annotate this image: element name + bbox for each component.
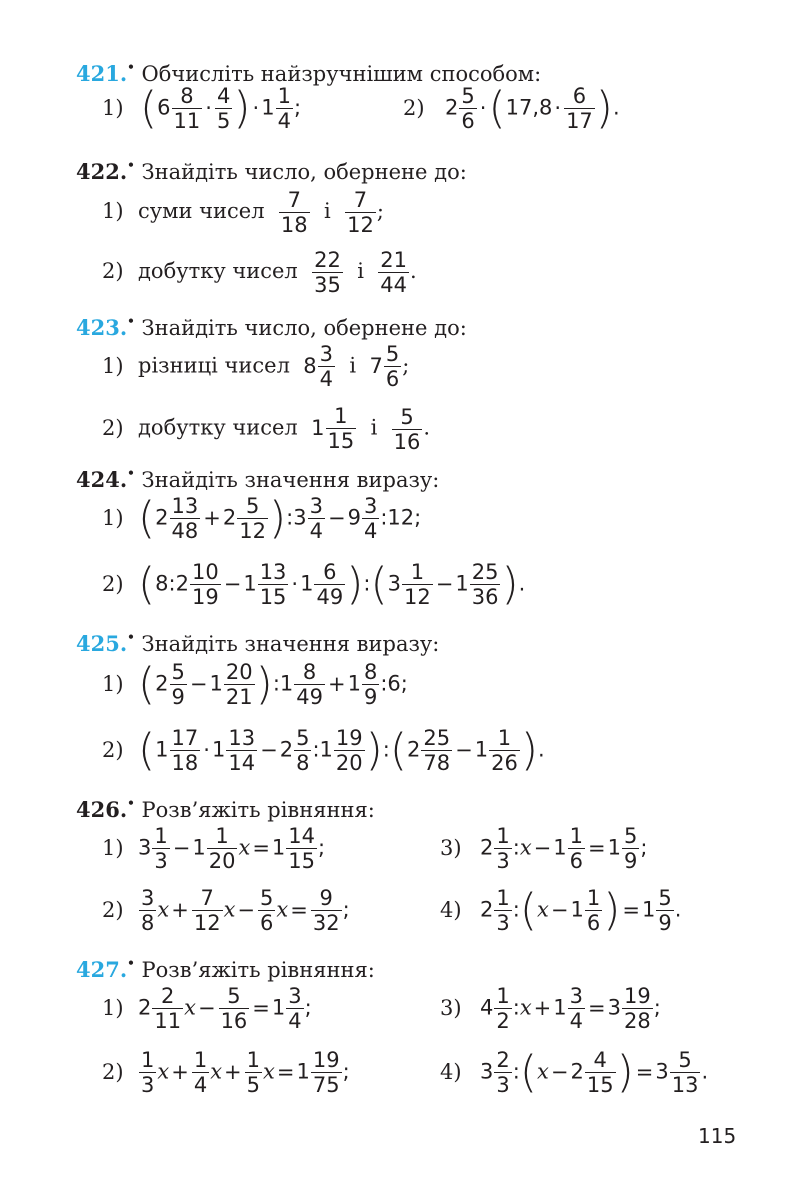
exercise-422-1: 1) суми чисел $\frac{7}{18}$ і $\frac{7}{12}$ ; [102,188,384,238]
difficulty-dot: • [127,314,135,328]
problem-text: Обчисліть найзручнішим способом: [141,62,542,86]
problem-number: 423. [76,315,128,340]
exercise-426-2: 2) $\frac{3}{8}$ x+ $\frac{7}{12}$ x− $\frac{5}{6}$ x= $\frac{9}{32}$ ; [102,886,350,936]
problem-423-header [76,314,467,340]
exercise-427-2: 2) $\frac{1}{3}$ x+ $\frac{1}{4}$ x+ $\frac{1}{5}$ x=1 $\frac{19}{75}$ ; [102,1048,350,1098]
exercise-423-1: 1) різниці чисел 8 $\frac{3}{4}$ і 7 $\frac{5}{6}$ ; [102,342,410,392]
exercise-427-3: 3) 4 $\frac{1}{2}$ :x+1 $\frac{3}{4}$ =3 $\frac{19}{28}$ ; [440,984,661,1034]
exercise-427-1: 1) 2 $\frac{2}{11}$ x− $\frac{5}{16}$ =1 $\frac{3}{4}$ ; [102,984,312,1034]
problem-424-header [76,466,439,492]
problem-number: 421. [76,61,128,86]
problem-427-header [76,956,375,982]
difficulty-dot: • [127,158,135,172]
page-number: 115 [698,1124,737,1148]
problem-text: Розв’яжіть рівняння: [141,958,375,982]
problem-text: Знайдіть число, обернене до: [141,160,467,184]
problem-number: 427. [76,957,128,982]
problem-number: 426. [76,797,128,822]
exercise-425-1: 1) (2 $\frac{5}{9}$ −1 $\frac{20}{21}$ ):1 $\frac{8}{49}$ +1 $\frac{8}{9}$ :6; [102,658,408,710]
exercise-425-2: 2) (1 $\frac{17}{18}$ ·1 $\frac{13}{14}$ −2 $\frac{5}{8}$ :1 $\frac{19}{20}$ ):(2 $\frac{25}{78}$ −1 $\frac{1}{26}$ ). [102,724,545,776]
exercise-426-1: 1) 3 $\frac{1}{3}$ −1 $\frac{1}{20}$ x=1 $\frac{14}{15}$ ; [102,824,326,874]
problem-number: 425. [76,631,128,656]
problem-number: 422. [76,159,128,184]
exercise-422-2: 2) добутку чисел $\frac{22}{35}$ і $\frac{21}{44}$ . [102,248,417,298]
problem-text: Розв’яжіть рівняння: [141,798,375,822]
exercise-424-2: 2) (8:2 $\frac{10}{19}$ −1 $\frac{13}{15}$ ·1 $\frac{6}{49}$ ):(3 $\frac{1}{12}$ −1 $\frac{25}{36}$ ). [102,558,526,610]
problem-426-header [76,796,375,822]
problem-422-header [76,158,467,184]
problem-number: 424. [76,467,128,492]
difficulty-dot: • [127,956,135,970]
difficulty-dot: • [127,796,135,810]
difficulty-dot: • [127,630,135,644]
difficulty-dot: • [127,466,135,480]
problem-425-header [76,630,439,656]
exercise-426-3: 3) 2 $\frac{1}{3}$ :x−1 $\frac{1}{6}$ =1 $\frac{5}{9}$ ; [440,824,648,874]
problem-text: Знайдіть значення виразу: [141,468,440,492]
problem-text: Знайдіть значення виразу: [141,632,440,656]
exercise-426-4: 4) 2 $\frac{1}{3}$ :(x−1 $\frac{1}{6}$ )=1 $\frac{5}{9}$ . [440,884,682,936]
exercise-424-1: 1) (2 $\frac{13}{48}$ +2 $\frac{5}{12}$ ):3 $\frac{3}{4}$ −9 $\frac{3}{4}$ :12; [102,492,422,544]
exercise-421-2: 2) 2 $\frac{5}{6}$ ·(17,8· $\frac{6}{17}$ ). [403,82,620,134]
exercise-421-1: 1) (6 $\frac{8}{11}$ · $\frac{4}{5}$ )·1 $\frac{1}{4}$ ; [102,82,302,134]
problem-text: Знайдіть число, обернене до: [141,316,467,340]
exercise-427-4: 4) 3 $\frac{2}{3}$ :(x−2 $\frac{4}{15}$ )=3 $\frac{5}{13}$ . [440,1046,709,1098]
exercise-423-2: 2) добутку чисел 1 $\frac{1}{15}$ і $\frac{5}{16}$ . [102,404,431,454]
difficulty-dot: • [127,60,135,74]
